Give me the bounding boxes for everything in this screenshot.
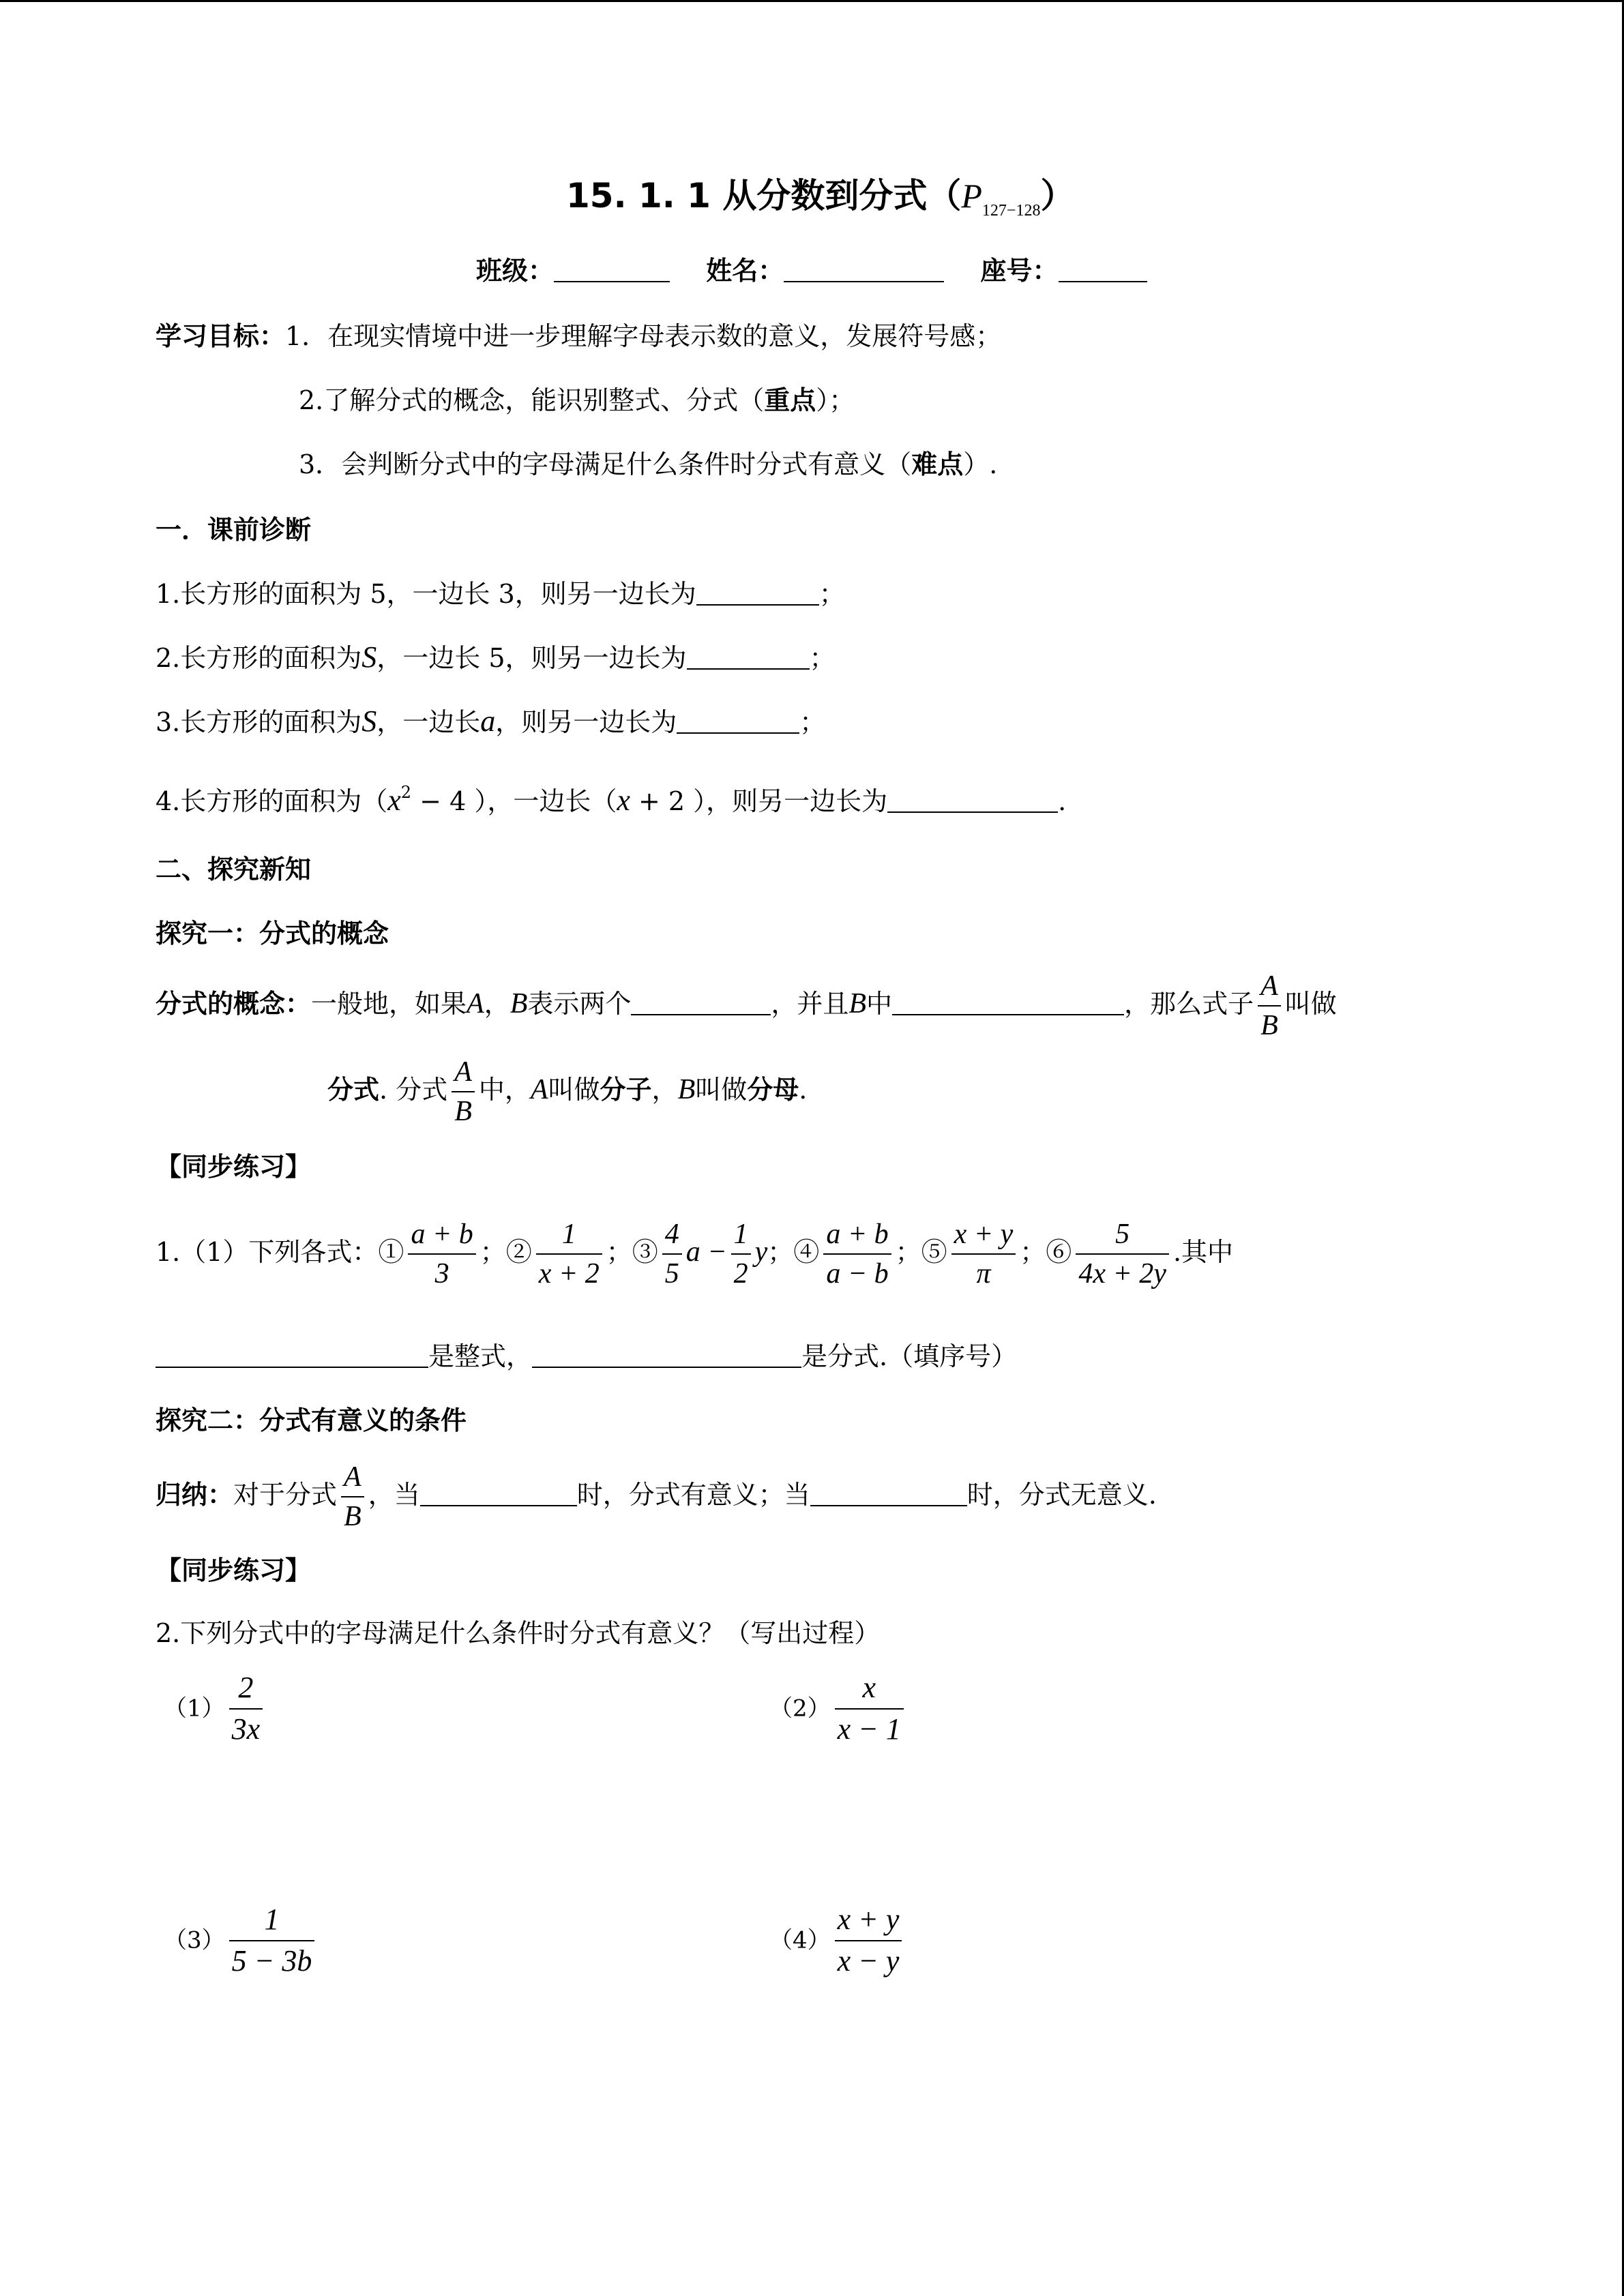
problem-4-fraction: $\frac{x + y}{x - y}$ (835, 1903, 902, 1978)
concept-blank-1[interactable] (631, 991, 771, 1015)
question-2: 2.长方形的面积为S，一边长 5，则另一边长为 ； (156, 640, 836, 674)
problem-2-fraction: $\frac{x}{x - 1}$ (835, 1671, 904, 1746)
concept-line-2: 分式. 分式 $\frac{A}{B}$ 中，A叫做分子，B叫做分母. (327, 1056, 808, 1128)
seat-blank[interactable] (1059, 258, 1147, 282)
page-title: 15. 1. 1 从分数到分式$(P_{127-128})$ (566, 176, 1075, 220)
objective-3: 3．会判断分式中的字母满足什么条件时分式有意义（难点）. (299, 449, 998, 479)
class-blank[interactable] (554, 258, 670, 282)
top-border (0, 0, 1624, 2)
exercise-2: 2.下列分式中的字母满足什么条件时分式有意义？（写出过程） (156, 1618, 881, 1648)
q3-blank[interactable] (677, 709, 799, 734)
problem-1-fraction: $\frac{2}{3x}$ (229, 1671, 263, 1746)
expr-5: $\frac{x + y}{\pi}$ (951, 1218, 1016, 1291)
practice-heading-2: 【同步练习】 (156, 1555, 312, 1585)
objective-1: 学习目标：1．在现实情境中进一步理解字母表示数的意义，发展符号感； (156, 321, 1002, 351)
name-blank[interactable] (784, 258, 944, 282)
expr-4: $\frac{a + b}{a - b}$ (823, 1218, 891, 1291)
expr-3-coef-a: $\frac{4}{5}$ (662, 1218, 682, 1291)
expr-6: $\frac{5}{4x + 2y}$ (1076, 1218, 1169, 1291)
section2-heading: 二、探究新知 (156, 854, 312, 884)
meaningful-condition-blank[interactable] (420, 1482, 577, 1506)
q4-blank[interactable] (887, 788, 1058, 813)
class-label: 班级： (476, 256, 555, 286)
fraction-a-over-b-2: $\frac{A}{B}$ (452, 1056, 475, 1129)
fraction-a-over-b: $\frac{A}{B}$ (1258, 970, 1281, 1043)
section1-heading: 一．课前诊断 (156, 515, 312, 545)
problem-3: （3） $\frac{1}{5 - 3b}$ (164, 1903, 319, 1978)
problem-3-fraction: $\frac{1}{5 - 3b}$ (229, 1903, 315, 1978)
seat-label: 座号： (980, 256, 1059, 286)
problem-4: （4） $\frac{x + y}{x - y}$ (769, 1903, 906, 1978)
explore2-heading: 探究二：分式有意义的条件 (156, 1405, 467, 1435)
problem-1: （1） $\frac{2}{3x}$ (164, 1671, 267, 1746)
expr-2: $\frac{1}{x + 2}$ (536, 1218, 602, 1291)
concept-line-1: 分式的概念：一般地，如果A，B表示两个 ，并且B中 ，那么式子 $\frac{A}{B}$ 叫做 (156, 970, 1337, 1042)
practice-heading-1: 【同步练习】 (156, 1152, 312, 1182)
expr-3-coef-y: $\frac{1}{2}$ (731, 1218, 751, 1291)
explore1-heading: 探究一：分式的概念 (156, 919, 389, 949)
objective-2: 2.了解分式的概念，能识别整式、分式（重点）； (299, 385, 855, 415)
name-label: 姓名： (706, 256, 784, 286)
exercise-1-answers: 是整式， 是分式.（填序号） (156, 1343, 1017, 1369)
problem-2: （2） $\frac{x}{x - 1}$ (769, 1671, 908, 1746)
expr-1: $\frac{a + b}{3}$ (408, 1218, 475, 1291)
summary-line: 归纳：对于分式 $\frac{A}{B}$ ，当 时，分式有意义；当 时，分式无意义. (156, 1461, 1157, 1533)
question-1: 1.长方形的面积为 5，一边长 3，则另一边长为 ； (156, 579, 845, 609)
concept-label: 分式的概念： (156, 988, 312, 1019)
question-4: 4.长方形的面积为（$x^2 - 4$ ），一边长（x + 2 ），则另一边长为 . (156, 783, 1067, 817)
meaningless-condition-blank[interactable] (810, 1482, 967, 1506)
summary-label: 归纳： (156, 1479, 234, 1510)
concept-blank-2[interactable] (892, 991, 1124, 1015)
q2-blank[interactable] (687, 645, 810, 670)
exercise-1: 1.（1）下列各式：① $\frac{a + b}{3}$ ；② $\frac{1}{x + 2}$ ；③ $\frac{4}{5}$ a − $\frac{1}{2}$ y；④ $\frac{a + b}{a - b}$ ；⑤ $\frac{x + y}{\pi}$ ；⑥ $\frac{5}{4x + 2y}$ .其中 (156, 1219, 1234, 1290)
q1-blank[interactable] (696, 581, 819, 606)
integral-answer-blank[interactable] (156, 1343, 428, 1368)
fraction-a-over-b-3: $\frac{A}{B}$ (341, 1461, 364, 1534)
objectives-label: 学习目标： (156, 321, 286, 351)
student-info (476, 258, 1147, 284)
question-3: 3.长方形的面积为S，一边长a，则另一边长为 ； (156, 704, 826, 738)
fraction-answer-blank[interactable] (532, 1343, 801, 1368)
